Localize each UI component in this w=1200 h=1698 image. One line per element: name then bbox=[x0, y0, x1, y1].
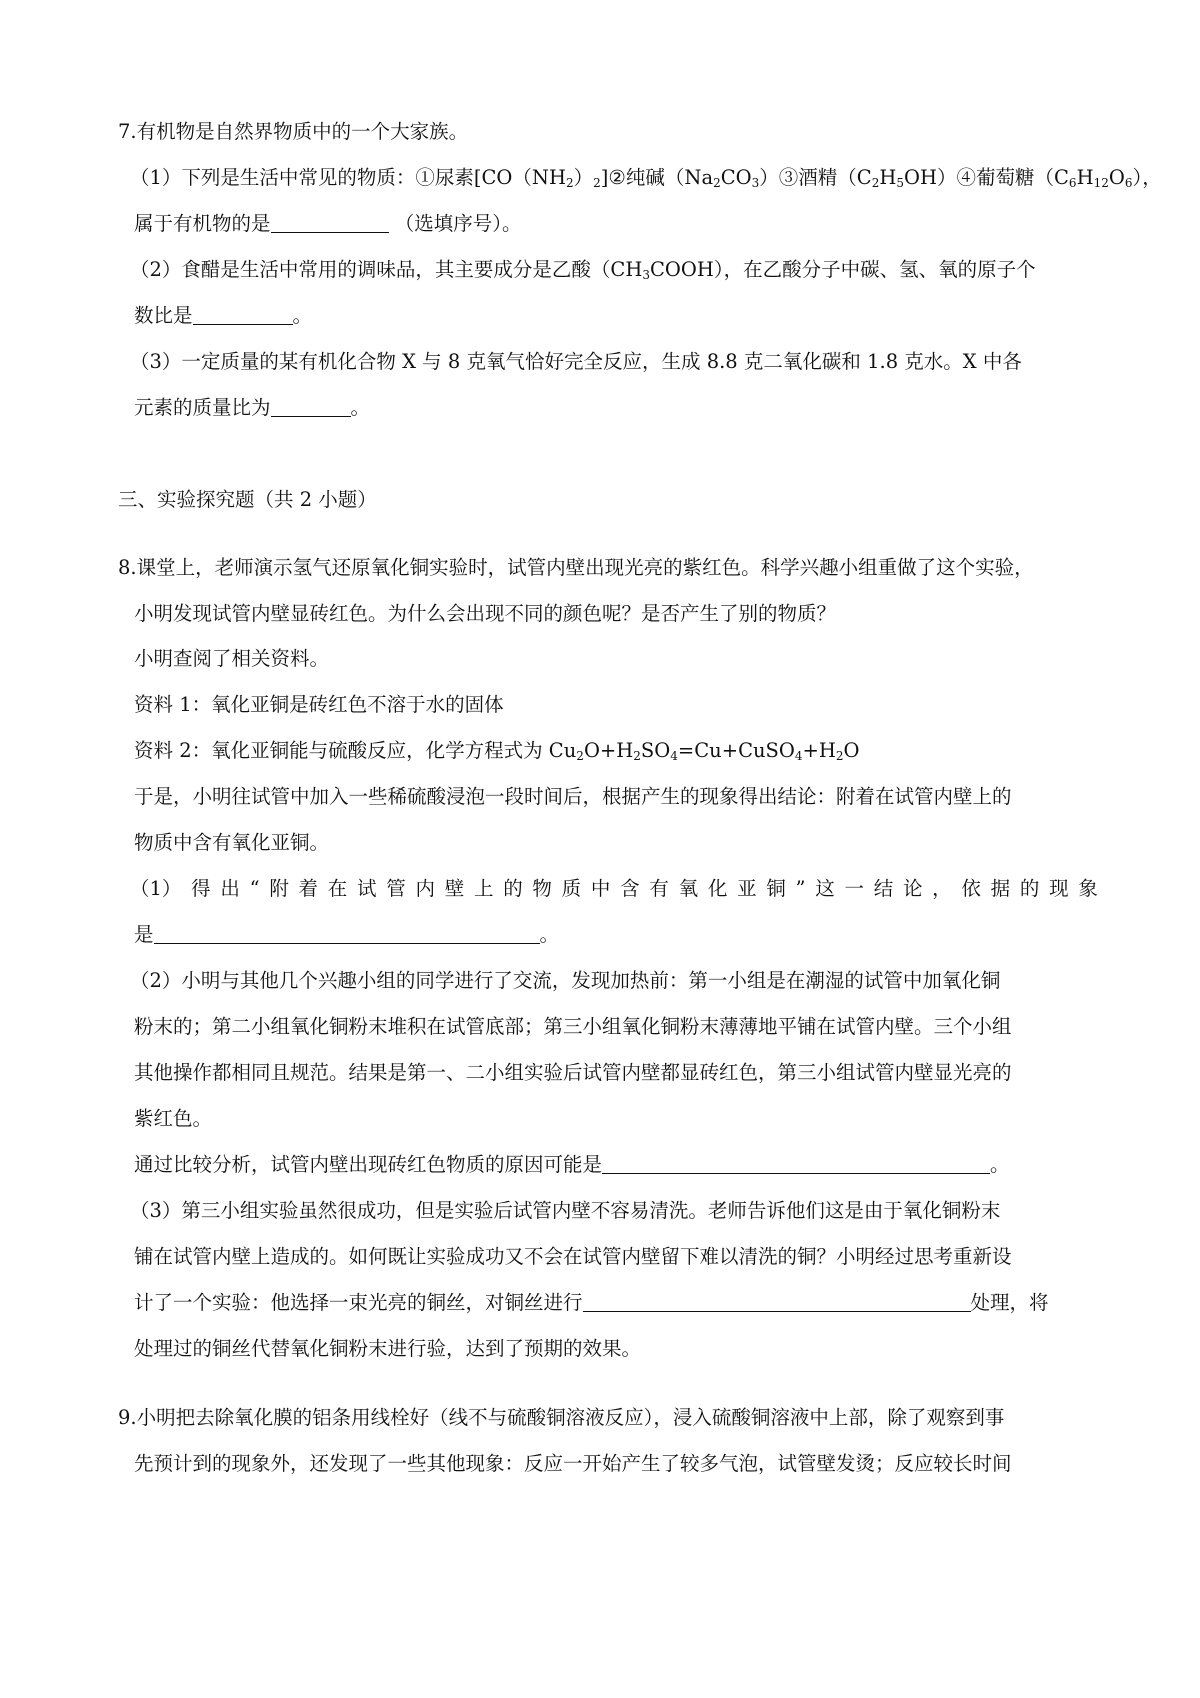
q8-part2-line2: 粉末的；第二小组氧化铜粉末堆积在试管底部；第三小组氧化铜粉末薄薄地平铺在试管内壁。三个小组 bbox=[134, 1015, 1012, 1038]
q8-part1-line1: （1） 得 出 “ 附 着 在 试 管 内 壁 上 的 物 质 中 含 有 氧 化 亚 铜 ” 这 一 结 论 ， 依 据 的 现 象 bbox=[130, 877, 1098, 900]
answer-blank[interactable] bbox=[271, 396, 351, 417]
q8-material2: 资料 2：氧化亚铜能与硫酸反应，化学方程式为 $Cu_2O+H_2SO_4=Cu+CuSO_4+H_2O$ bbox=[134, 739, 860, 763]
answer-blank[interactable] bbox=[154, 923, 540, 944]
q8-line1: 8.课堂上，老师演示氢气还原氧化铜实验时，试管内壁出现光亮的紫红色。科学兴趣小组重做了这个实验， bbox=[118, 556, 1034, 579]
q8-part2-line3: 其他操作都相同且规范。结果是第一、二小组实验后试管内壁都显砖红色，第三小组试管内壁显光亮的 bbox=[134, 1061, 1012, 1084]
q8-part2-line1: （2）小明与其他几个兴趣小组的同学进行了交流，发现加热前：第一小组是在潮湿的试管中加氧化铜 bbox=[130, 969, 1001, 992]
q8-line7: 物质中含有氧化亚铜。 bbox=[134, 831, 330, 854]
q8-part3-line1: （3）第三小组实验虽然很成功，但是实验后试管内壁不容易清洗。老师告诉他们这是由于氧化铜粉末 bbox=[130, 1199, 1001, 1222]
q8-material1: 资料 1：氧化亚铜是砖红色不溶于水的固体 bbox=[134, 693, 504, 716]
answer-blank[interactable] bbox=[602, 1153, 990, 1174]
answer-blank[interactable] bbox=[271, 212, 389, 233]
q8-part2-line4: 紫红色。 bbox=[134, 1107, 213, 1130]
q9-line2: 先预计到的现象外，还发现了一些其他现象：反应一开始产生了较多气泡，试管壁发烫；反应较长时间 bbox=[134, 1452, 1012, 1475]
q7-part3-line1: （3）一定质量的某有机化合物 X 与 8 克氧气恰好完全反应，生成 8.8 克二氧化碳和 1.8 克水。X 中各 bbox=[130, 350, 1022, 373]
q8-line6: 于是，小明往试管中加入一些稀硫酸浸泡一段时间后，根据产生的现象得出结论：附着在试管内壁上的 bbox=[134, 785, 1012, 808]
q7-part2-line1: （2）食醋是生活中常用的调味品，其主要成分是乙酸$(CH_3COOH)$，在乙酸分子中碳、氢、氧的原子个 bbox=[130, 258, 1036, 282]
q7-part3-line2: 元素的质量比为 。 bbox=[134, 396, 371, 419]
q8-line3: 小明查阅了相关资料。 bbox=[134, 647, 330, 670]
answer-blank[interactable] bbox=[583, 1291, 971, 1312]
q8-part3-line3: 计了一个实验：他选择一束光亮的铜丝，对铜丝进行 处理，将 bbox=[134, 1291, 1049, 1314]
q8-line2: 小明发现试管内壁显砖红色。为什么会出现不同的颜色呢？是否产生了别的物质？ bbox=[134, 602, 837, 625]
q8-part2-line5: 通过比较分析，试管内壁出现砖红色物质的原因可能是 。 bbox=[134, 1153, 1010, 1176]
q7-part1-line1: （1）下列是生活中常见的物质：①尿素$[CO(NH_2)_2]②$纯碱$(Na_2CO_3)③$酒精$(C_2H_5OH)④$葡萄糖$(C_6H_{12}O_6)$， bbox=[130, 166, 1162, 190]
q8-part1-line2: 是 。 bbox=[134, 923, 560, 946]
q9-line1: 9.小明把去除氧化膜的铝条用线栓好（线不与硫酸铜溶液反应），浸入硫酸铜溶液中上部，除了观察到事 bbox=[118, 1406, 1005, 1429]
q7-title: 7.有机物是自然界物质中的一个大家族。 bbox=[118, 120, 469, 143]
q8-part3-line2: 铺在试管内壁上造成的。如何既让实验成功又不会在试管内壁留下难以清洗的铜？小明经过思考重新设 bbox=[134, 1245, 1012, 1268]
q8-part3-line4: 处理过的铜丝代替氧化铜粉末进行验，达到了预期的效果。 bbox=[134, 1337, 642, 1360]
q7-part2-line2: 数比是 。 bbox=[134, 304, 313, 327]
section-heading: 三、实验探究题（共 2 小题） bbox=[118, 488, 377, 511]
answer-blank[interactable] bbox=[193, 304, 293, 325]
q7-part1-line2: 属于有机物的是 （选填序号）。 bbox=[134, 212, 522, 235]
